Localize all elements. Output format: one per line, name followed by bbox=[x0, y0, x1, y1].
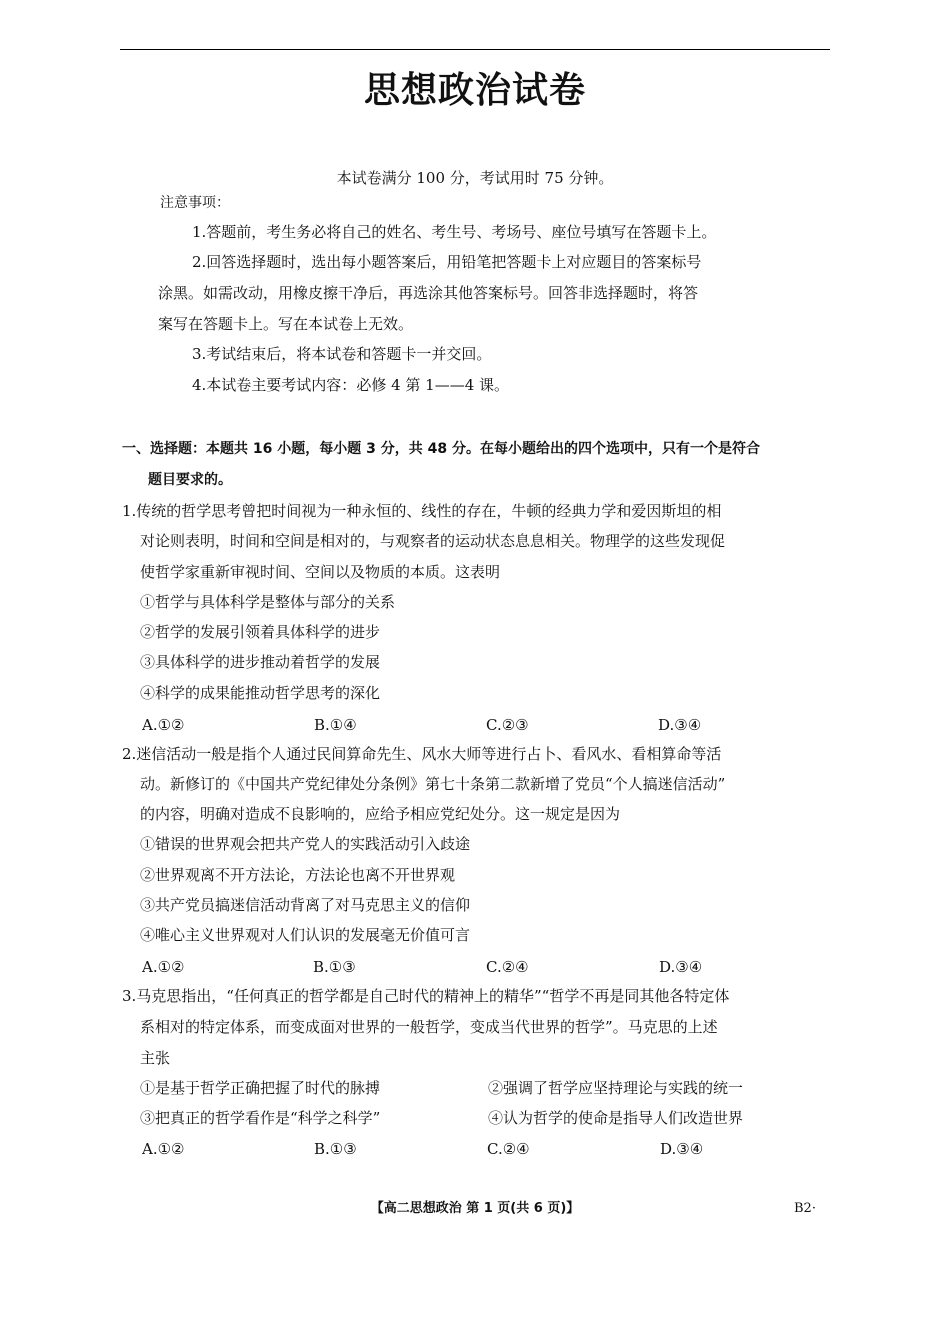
choice-a: A.①② bbox=[142, 716, 185, 734]
statement-item: ②强调了哲学应坚持理论与实践的统一 bbox=[488, 1079, 744, 1097]
top-rule bbox=[120, 49, 830, 50]
choice-b: B.①③ bbox=[313, 958, 356, 976]
choice-c: C.②④ bbox=[486, 958, 529, 976]
choice-d: D.③④ bbox=[659, 958, 703, 976]
paper-code: B2· bbox=[794, 1201, 816, 1216]
notice-item: 案写在答题卡上。写在本试卷上无效。 bbox=[158, 315, 414, 333]
section-heading: 一、选择题：本题共 16 小题，每小题 3 分，共 48 分。在每小题给出的四个选项中，只有一个是符合 bbox=[122, 441, 760, 457]
notice-item: 4.本试卷主要考试内容：必修 4 第 1——4 课。 bbox=[192, 376, 510, 394]
question-stem: 1.传统的哲学思考曾把时间视为一种永恒的、线性的存在，牛顿的经典力学和爱因斯坦的相 bbox=[122, 502, 722, 520]
question-stem: 3.马克思指出，“任何真正的哲学都是自己时代的精神上的精华”“哲学不再是同其他各特定体 bbox=[122, 987, 730, 1005]
question-stem: 2.迷信活动一般是指个人通过民间算命先生、风水大师等进行占卜、看风水、看相算命等活 bbox=[122, 745, 722, 763]
statement-item: ③把真正的哲学看作是“科学之科学” bbox=[140, 1109, 381, 1127]
page-footer: 【高二思想政治 第 1 页(共 6 页)】 bbox=[370, 1201, 580, 1216]
notice-label: 注意事项： bbox=[160, 195, 230, 211]
choice-b: B.①③ bbox=[314, 1140, 357, 1158]
statement-item: ④认为哲学的使命是指导人们改造世界 bbox=[488, 1109, 744, 1127]
statement-item: ①错误的世界观会把共产党人的实践活动引入歧途 bbox=[140, 835, 471, 853]
question-stem: 主张 bbox=[140, 1049, 171, 1067]
exam-summary: 本试卷满分 100 分，考试用时 75 分钟。 bbox=[336, 169, 614, 187]
statement-item: ③具体科学的进步推动着哲学的发展 bbox=[140, 653, 381, 671]
page-title: 思想政治试卷 bbox=[363, 70, 586, 111]
question-stem: 使哲学家重新审视时间、空间以及物质的本质。这表明 bbox=[140, 563, 501, 581]
statement-item: ④科学的成果能推动哲学思考的深化 bbox=[140, 684, 381, 702]
notice-item: 3.考试结束后，将本试卷和答题卡一并交回。 bbox=[192, 345, 492, 363]
choice-b: B.①④ bbox=[314, 716, 357, 734]
choice-d: D.③④ bbox=[660, 1140, 704, 1158]
statement-item: ④唯心主义世界观对人们认识的发展毫无价值可言 bbox=[140, 926, 471, 944]
choice-a: A.①② bbox=[142, 1140, 185, 1158]
notice-item: 2.回答选择题时，选出每小题答案后，用铅笔把答题卡上对应题目的答案标号 bbox=[192, 253, 702, 271]
statement-item: ①是基于哲学正确把握了时代的脉搏 bbox=[140, 1079, 381, 1097]
question-stem: 动。新修订的《中国共产党纪律处分条例》第七十条第二款新增了党员“个人搞迷信活动” bbox=[140, 775, 726, 793]
notice-item: 涂黑。如需改动，用橡皮擦干净后，再选涂其他答案标号。回答非选择题时，将答 bbox=[158, 284, 699, 302]
choice-c: C.②③ bbox=[486, 716, 529, 734]
choice-a: A.①② bbox=[142, 958, 185, 976]
statement-item: ③共产党员搞迷信活动背离了对马克思主义的信仰 bbox=[140, 896, 471, 914]
choice-d: D.③④ bbox=[658, 716, 702, 734]
statement-item: ①哲学与具体科学是整体与部分的关系 bbox=[140, 593, 396, 611]
choice-c: C.②④ bbox=[487, 1140, 530, 1158]
statement-item: ②哲学的发展引领着具体科学的进步 bbox=[140, 623, 381, 641]
question-stem: 的内容，明确对造成不良影响的，应给予相应党纪处分。这一规定是因为 bbox=[140, 805, 621, 823]
question-stem: 对论则表明，时间和空间是相对的，与观察者的运动状态息息相关。物理学的这些发现促 bbox=[140, 532, 726, 550]
statement-item: ②世界观离不开方法论，方法论也离不开世界观 bbox=[140, 866, 456, 884]
notice-item: 1.答题前，考生务必将自己的姓名、考生号、考场号、座位号填写在答题卡上。 bbox=[192, 223, 717, 241]
question-stem: 系相对的特定体系，而变成面对世界的一般哲学，变成当代世界的哲学”。马克思的上述 bbox=[140, 1018, 718, 1036]
section-heading-cont: 题目要求的。 bbox=[148, 472, 232, 488]
